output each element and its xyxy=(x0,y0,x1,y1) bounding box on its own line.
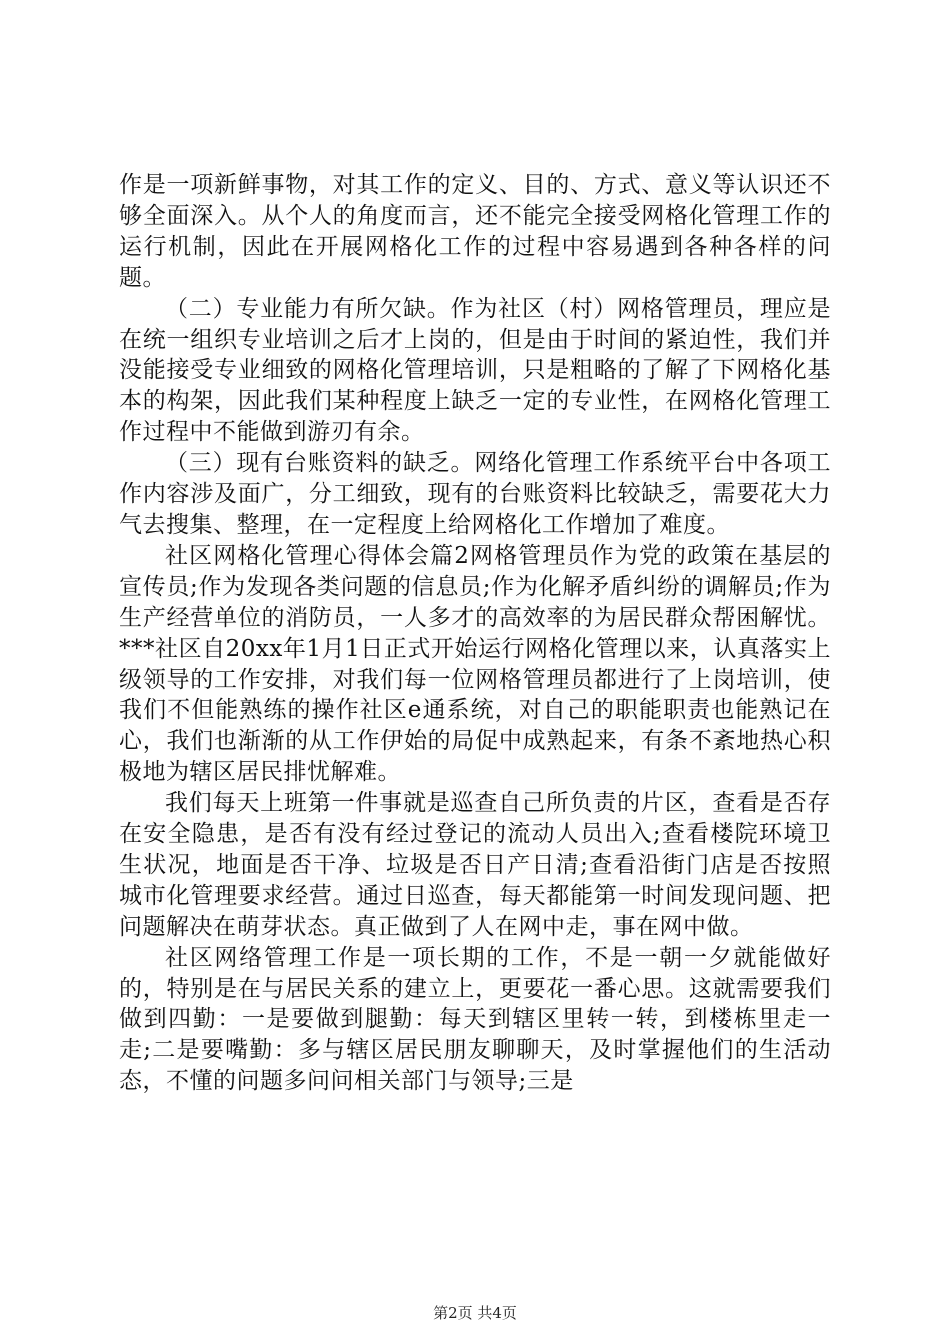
page-number-footer: 第2页 共4页 xyxy=(433,1304,517,1322)
paragraph-6: 社区网络管理工作是一项长期的工作，不是一朝一夕就能做好的，特别是在与居民关系的建立上，更要花一番心思。这就需要我们做到四勤：一是要做到腿勤：每天到辖区里转一转，到楼栋里走一走;二是要嘴勤：多与辖区居民朋友聊聊天，及时掌握他们的生活动态，不懂的问题多问问相关部门与领导;三是 xyxy=(119,944,831,1095)
document-body xyxy=(119,170,831,1097)
paragraph-2: （二）专业能力有所欠缺。作为社区（村）网格管理员，理应是在统一组织专业培训之后才上岗的，但是由于时间的紧迫性，我们并没能接受专业细致的网格化管理培训，只是粗略的了解了下网格化基本的构架，因此我们某种程度上缺乏一定的专业性，在网格化管理工作过程中不能做到游刃有余。 xyxy=(119,295,831,446)
paragraph-1: 作是一项新鲜事物，对其工作的定义、目的、方式、意义等认识还不够全面深入。从个人的角度而言，还不能完全接受网格化管理工作的运行机制，因此在开展网格化工作的过程中容易遇到各种各样的问题。 xyxy=(119,172,831,291)
paragraph-5: 我们每天上班第一件事就是巡查自己所负责的片区，查看是否存在安全隐患，是否有没有经过登记的流动人员出入;查看楼院环境卫生状况，地面是否干净、垃圾是否日产日清;查看沿街门店是否按照城市化管理要求经营。通过日巡查，每天都能第一时间发现问题、把问题解决在萌芽状态。真正做到了人在网中走，事在网中做。 xyxy=(119,790,831,940)
paragraph-3: （三）现有台账资料的缺乏。网络化管理工作系统平台中各项工作内容涉及面广，分工细致，现有的台账资料比较缺乏，需要花大力气去搜集、整理，在一定程度上给网格化工作增加了难度。 xyxy=(119,450,831,538)
paragraph-4: 社区网格化管理心得体会篇2网格管理员作为党的政策在基层的宣传员;作为发现各类问题的信息员;作为化解矛盾纠纷的调解员;作为生产经营单位的消防员，一人多才的高效率的为居民群众帮困解忧。***社区自20xx年1月1日正式开始运行网格化管理以来，认真落实上级领导的工作安排，对我们每一位网格管理员都进行了上岗培训，使我们不但能熟练的操作社区e通系统，对自己的职能职责也能熟记在心，我们也渐渐的从工作伊始的局促中成熟起来，有条不紊地热心积极地为辖区居民排忧解难。 xyxy=(119,542,831,786)
